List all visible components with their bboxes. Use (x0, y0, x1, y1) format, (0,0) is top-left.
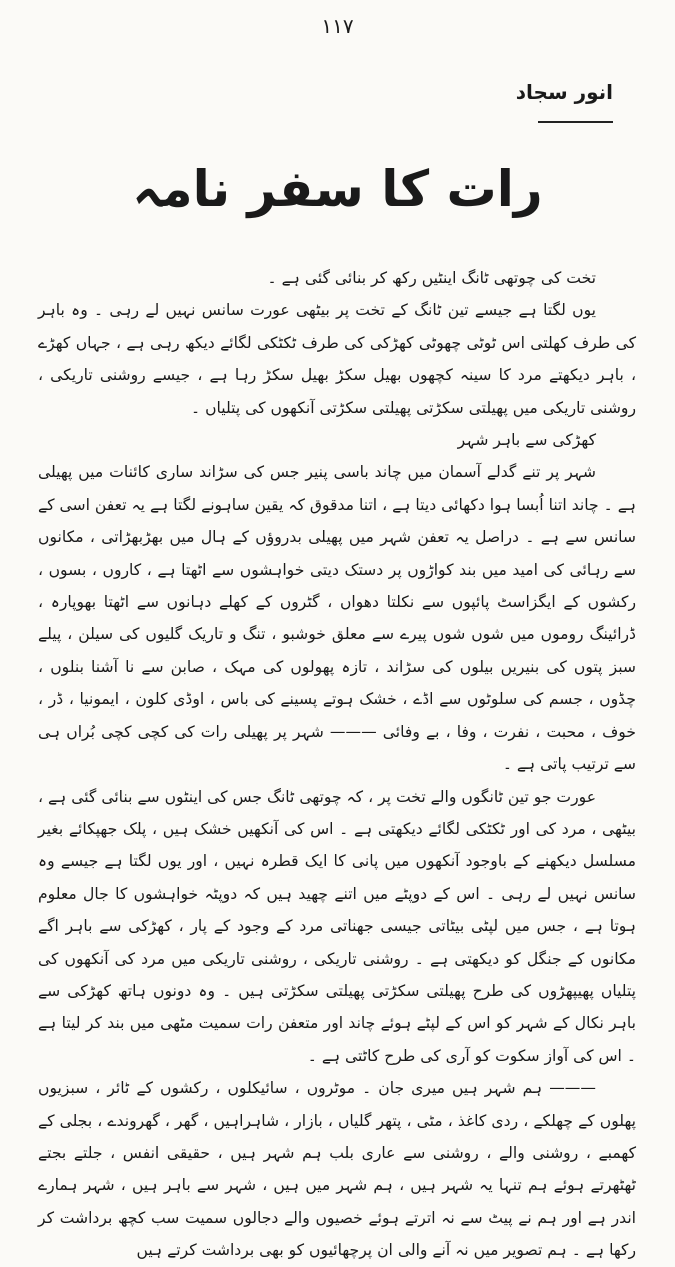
page-number: ۱۱۷ (321, 14, 354, 38)
paragraph-1: تخت کی چوتھی ٹانگ اینٹیں رکھ کر بنائی گئی ہے ۔ (267, 269, 596, 287)
story-body (38, 262, 636, 1260)
paragraph-4: شہر پر تنے گدلے آسمان میں چاند باسی پنیر جس کی سڑاند ساری کائنات میں پھیلی ہے ۔ چاند اتنا اُبسا ہوا دکھائی دیتا ہے ، اتنا مدقوق کہ یقین ساہونے لگتا ہے یہ تعفن اسی کے سانس سے ہے ۔ دراصل یہ تعفن شہر میں پھیلی بدروؤں کے ہال میں بھڑبھڑاتی ، مکانوں سے رہائی کی امید میں بند کواڑوں پر دستک دیتی خواہشوں سے اٹھتا ہے ، کاروں ، بسوں ، رکشوں کے ایگزاسٹ پائپوں سے نکلتا دھواں ، گٹروں کے کھلے دہانوں سے اٹھتا بھوپارہ ، ڈرائینگ روموں میں شوں شوں پیرے سے معلق خوشبو ، تنگ و تاریک گلیوں کی سیلن ، پیلے سبز پتوں کی بنیریں بیلوں کی سڑاند ، تازہ پھولوں کی مہک ، صابن سے نا آشنا بنلوں ، چڈوں ، جسم کی سلوٹوں سے اڈے ، خشک ہوتے پسینے کی باس ، اوڈی کلون ، ایمونیا ، ڈر ، خوف ، محبت ، نفرت ، وفا ، بے وفائی ——— شہر پر پھیلی رات کی کچی کچی بُراں ہی سے ترتیب پاتی ہے ۔ (38, 463, 636, 774)
paragraph-2: یوں لگتا ہے جیسے تین ٹانگ کے تخت پر بیٹھی عورت سانس نہیں لے رہی ۔ وہ باہر کی طرف کھلتی اس ٹوٹی چھوٹی کھڑکی کی طرف ٹکٹکی لگائے دیکھ رہی ہے ، جہاں کھڑے ، باہر دیکھتے مرد کا سینہ کچھوں بھیل سکڑ بھیل سکڑ رہا ہے ، جیسے روشنی تاریکی ، روشنی تاریکی میں پھیلتی سکڑتی پھیلتی سکڑتی آنکھوں کی پتلیاں ۔ (38, 301, 636, 417)
paragraph-3: کھڑکی سے باہر شہر (457, 431, 596, 450)
author-block (516, 80, 613, 104)
paragraph-6: ——— ہم شہر ہیں میری جان ۔ موٹروں ، سائیکلوں ، رکشوں کے ٹائر ، سبزیوں پھلوں کے چھلکے ، ردی کاغذ ، مٹی ، پتھر گلیاں ، بازار ، شاہراہیں ، گھر ، گھروندے ، بجلی کے کھمبے ، روشنی والے ، روشنی سے عاری بلب ہم شہر ہیں ، حقیقی انفس ، جلتے بجتے ٹھٹھرتے ہوئے ہم تنہا یہ شہر ہیں ، ہم شہر میں ہیں ، شہر سے باہر ہیں ، شہر ہمارے اندر ہے اور ہم نے پیٹ سے نہ اترتے ہوئے خصیوں والے دجالوں سمیت سب کچھ برداشت کر رکھا ہے ۔ ہم تصویر میں نہ آنے والی ان پرچھائیوں کو بھی برداشت کرتے ہیں (38, 1079, 636, 1260)
author-underline (538, 121, 613, 123)
story-title: رات کا سفر نامہ (132, 160, 543, 218)
paragraph-5: عورت جو تین ٹانگوں والے تخت پر ، کہ چوتھی ٹانگ جس کی اینٹوں سے بنائی گئی ہے ، بیٹھی ، مرد کی اور ٹکٹکی لگائے دیکھتی ہے ۔ اس کی آنکھیں خشک ہیں ، پلک جھپکائے بغیر مسلسل دیکھنے کے باوجود آنکھوں میں پانی کا ایک قطرہ نہیں ، اور یوں لگتا ہے جیسے وہ سانس نہیں لے رہی ۔ اس کے دوپٹے میں اتنے چھید ہیں کہ دوپٹہ خواہشوں کا جال معلوم ہوتا ہے ، جس میں لپٹی بیٹاتی جیسی جھناتی مرد کے وجود کے پار ، کھڑکی سے باہر اگے مکانوں کے جنگل کو دیکھتی ہے ۔ روشنی تاریکی ، روشنی تاریکی میں مرد کی آنکھوں کی پتلیاں پھیپھڑوں کی طرح پھیلتی سکڑتی پھیلتی سکڑتی ہیں ۔ وہ دونوں ہاتھ کھڑکی سے باہر نکال کے شہر کو اس کے لپٹے ہوئے چاند اور متعفن رات سمیت مٹھی میں بند کر لیتا ہے ۔ اس کی آواز سکوت کو آری کی طرح کاٹتی ہے ۔ (38, 787, 636, 1065)
author-name: انور سجاد (515, 80, 613, 104)
